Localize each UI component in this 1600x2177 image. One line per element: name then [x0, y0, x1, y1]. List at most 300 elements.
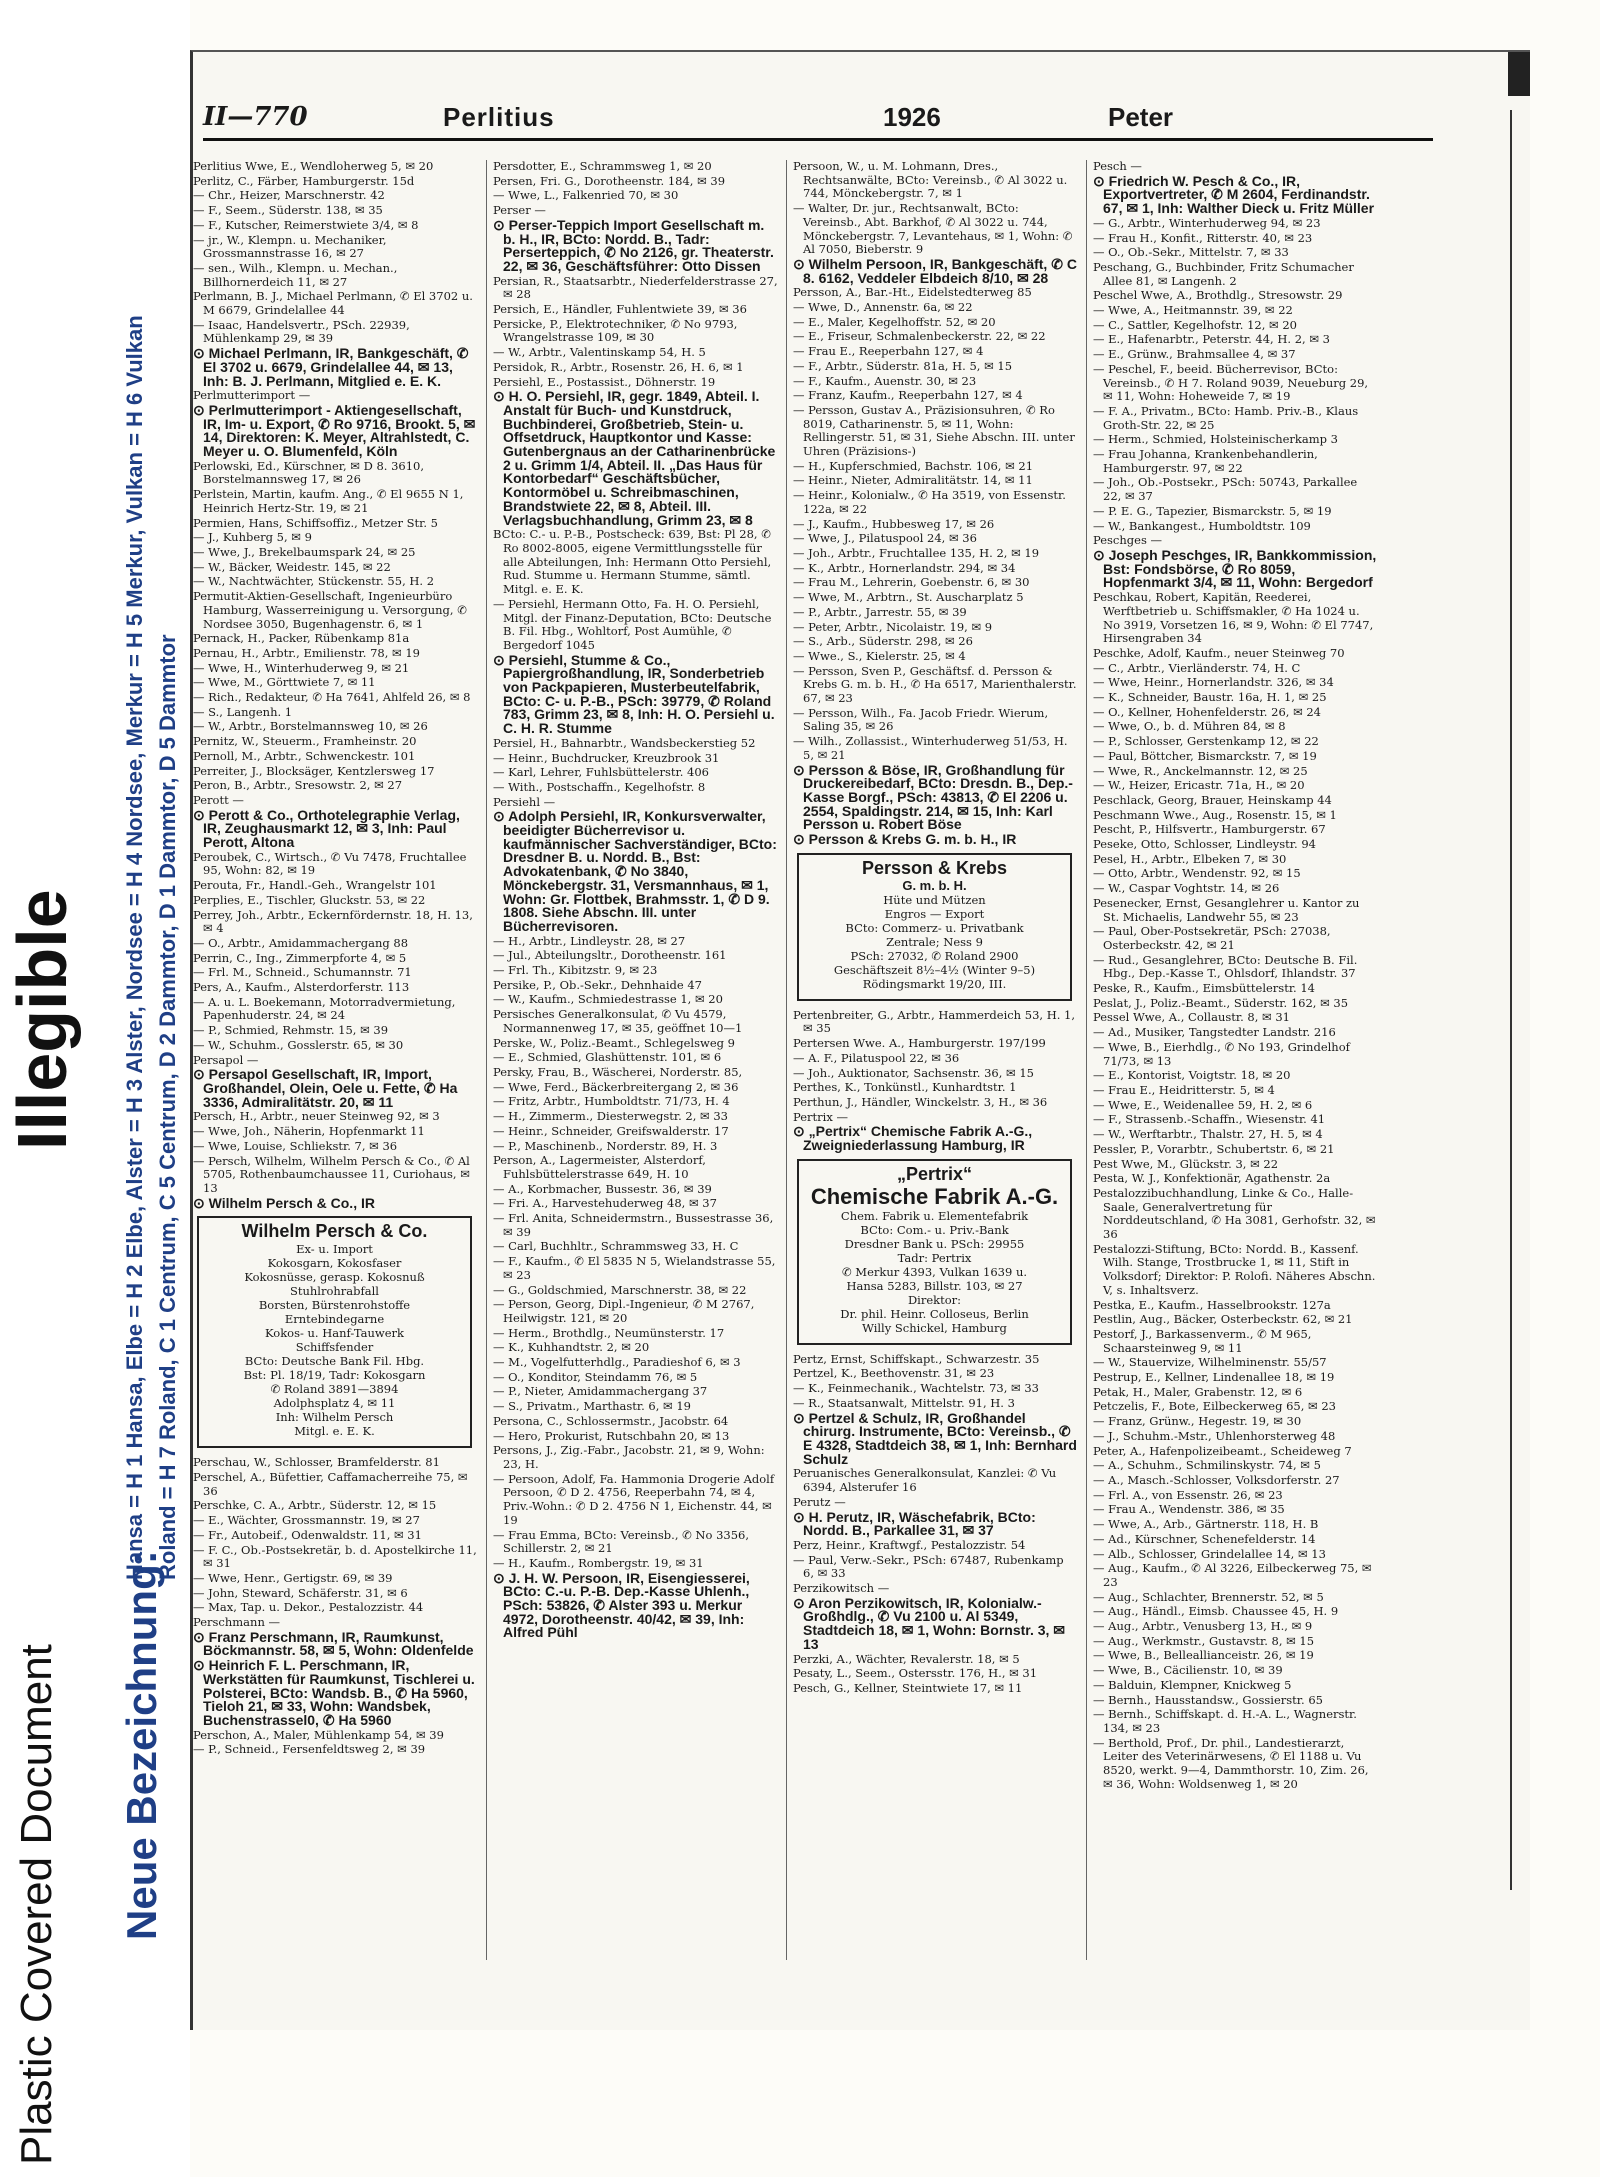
directory-entry: — Paul, Ober-Postsekretär, PSch: 27038, Osterbeckstr. 42, ✉ 21: [1093, 924, 1331, 952]
directory-entry: — Frau H., Konfit., Ritterstr. 40, ✉ 23: [1093, 230, 1313, 245]
directory-entry: — F., Arbtr., Süderstr. 81a, H. 5, ✉ 15: [793, 358, 1013, 373]
ad-line: Mitgl. e. E. K.: [294, 1424, 375, 1439]
directory-entry: — E., Hafenarbtr., Peterstr. 44, H. 2, ✉ 3: [1093, 332, 1330, 347]
directory-entry: — Otto, Arbtr., Wendenstr. 92, ✉ 15: [1093, 866, 1301, 881]
directory-entry: Perott —: [193, 792, 244, 807]
directory-entry: Peschkau, Robert, Kapitän, Reederei, Werftbetrieb u. Schiffsmakler, ✆ Ha 1024 u. No 3919, Vorsetzen 16, ✉ 9, Wohn: ✆ El 7747, Hirsengraben 34: [1093, 590, 1374, 646]
directory-entry: Pertz, Ernst, Schiffskapt., Schwarzestr. 35: [793, 1351, 1040, 1366]
directory-entry: — P., Arbtr., Jarrestr. 55, ✉ 39: [793, 604, 967, 619]
directory-entry: — Person, Georg, Dipl.-Ingenieur, ✆ M 2767, Heilwigstr. 121, ✉ 20: [493, 1297, 755, 1325]
directory-entry: — J., Kuhberg 5, ✉ 9: [193, 530, 312, 545]
directory-entry: — Wwe, B., Belleallianceistr. 26, ✉ 19: [1093, 1648, 1314, 1663]
directory-entry: Pessel Wwe, A., Collaustr. 8, ✉ 31: [1093, 1010, 1290, 1025]
ad-line: Engros — Export: [884, 906, 985, 921]
directory-entry: — A. u. L. Boekemann, Motorradvermietung, Papenhuderstr. 24, ✉ 24: [193, 994, 456, 1023]
directory-entry: — Bernh., Schiffskapt. d. H.-A. L., Wagnerstr. 134, ✉ 23: [1093, 1707, 1357, 1735]
directory-entry: Pesch —: [1093, 160, 1142, 173]
corner-mark: [1508, 52, 1530, 96]
ad-line: Direktor:: [907, 1292, 962, 1307]
directory-entry: Pesch, G., Kellner, Steintwiete 17, ✉ 11: [793, 1680, 1023, 1695]
directory-entry: Perzikowitsch —: [793, 1581, 890, 1596]
directory-entry: — Aug., Händl., Eimsb. Chaussee 45, H. 9: [1093, 1604, 1339, 1619]
directory-entry: — K., Arbtr., Hornerlandstr. 294, ✉ 34: [793, 560, 1016, 575]
directory-entry: — P., Schlosser, Gerstenkamp 12, ✉ 22: [1093, 734, 1319, 749]
directory-entry: Pernack, H., Packer, Rübenkamp 81a: [193, 631, 410, 646]
directory-entry: Perschon, A., Maler, Mühlenkamp 54, ✉ 39: [193, 1727, 444, 1742]
directory-entry: Perlowski, Ed., Kürschner, ✉ D 8. 3610, Borstelmannsweg 17, ✉ 26: [193, 458, 425, 487]
ad-box-wilhelm-persch: [197, 1216, 472, 1448]
directory-entry: Perschmann —: [193, 1615, 281, 1630]
directory-entry: Pestlin, Aug., Bäcker, Osterbeckstr. 62, ✉ 21: [1093, 1312, 1353, 1327]
directory-entry: Pesel, H., Arbtr., Elbeken 7, ✉ 30: [1093, 851, 1287, 866]
directory-entry: Pestrup, E., Kellner, Lindenallee 18, ✉ 19: [1093, 1370, 1335, 1385]
directory-entry: — O., Ob.-Sekr., Mittelstr. 7, ✉ 33: [1093, 245, 1289, 260]
directory-entry: — Fritz, Arbtr., Humboldtstr. 71/73, H. 4: [493, 1094, 730, 1109]
directory-entry: Perschau, W., Schlosser, Bramfelderstr. 81: [193, 1455, 440, 1470]
directory-entry: — Wwe., S., Kielerstr. 25, ✉ 4: [793, 648, 966, 663]
directory-entry: — Wwe, Louise, Schliekstr. 7, ✉ 36: [193, 1138, 398, 1153]
directory-entry: — J., Schuhm.-Mstr., Uhlenhorsterweg 48: [1093, 1428, 1336, 1443]
ad-line: PSch: 27032, ✆ Roland 2900: [850, 948, 1019, 963]
ad-line: Dr. phil. Heinr. Colloseus, Berlin: [840, 1306, 1029, 1321]
directory-entry: Perthes, K., Tonkünstl., Kunhardtstr. 1: [793, 1080, 1017, 1095]
ad-company: Chemische Fabrik A.-G.: [810, 1183, 1059, 1209]
directory-entry: — Herm., Brothdlg., Neumünsterstr. 17: [493, 1325, 725, 1340]
directory-entry: — H., Kaufm., Rombergstr. 19, ✉ 31: [493, 1555, 704, 1570]
directory-entry: Persen, Fri. G., Dorotheenstr. 184, ✉ 39: [493, 173, 726, 188]
ad-subtitle: G. m. b. H.: [902, 877, 967, 893]
directory-entry: Pernitz, W., Steuerm., Framheinstr. 20: [193, 734, 417, 749]
directory-entry: Perlitius Wwe, E., Wendloherweg 5, ✉ 20: [193, 160, 434, 173]
directory-entry: Pesaty, L., Seem., Ostersstr. 176, H., ✉ 31: [793, 1666, 1038, 1681]
directory-entry: — Heinr., Kolonialw., ✆ Ha 3519, von Essenstr. 122a, ✉ 22: [793, 488, 1066, 516]
directory-entry: — Persson, Gustav A., Präzisionsuhren, ✆ Ro 8019, Catharinenstr. 5, ✉ 11, Wohn: Rellingerstr. 51, ✉ 31, Siehe Abschn. III. unter Uhren (Präzisions-): [793, 402, 1075, 459]
directory-entry: — S., Privatm., Marthastr. 6, ✉ 19: [493, 1399, 691, 1414]
page-edge-rule: [1510, 110, 1512, 1890]
directory-entry: Persicke, P., Elektrotechniker, ✆ No 9793, Wrangelstrasse 109, ✉ 30: [493, 316, 738, 345]
ad-line: Schiffsfender: [295, 1340, 374, 1355]
directory-entry: Permutit-Aktien-Gesellschaft, Ingenieurbüro Hamburg, Wasserreinigung u. Versorgung, ✆ Nordsee 3050, Bugenhagenstr. 6, ✉ 1: [193, 589, 467, 631]
column-2: [493, 160, 778, 1960]
directory-entry: — W., Stauervize, Wilhelminenstr. 55/57: [1093, 1355, 1327, 1370]
directory-entry: — Peter, Arbtr., Nicolaistr. 19, ✉ 9: [793, 619, 993, 634]
directory-entry: — Franz, Grünw., Hegestr. 19, ✉ 30: [1093, 1414, 1302, 1429]
column-divider: [786, 160, 787, 1960]
directory-entry: — W., Heizer, Ericastr. 71a, H., ✉ 20: [1093, 778, 1305, 793]
directory-entry: ⊙ H. O. Persiehl, IR, gegr. 1849, Abteil. I. Anstalt für Buch- und Kunstdruck, Buchbinderei, Großbetrieb, Stein- u. Offsetdruck, Hauptkontor und Kasse: Gutenbergnaus an der Catharinenbrücke 2 u. Grimm 1/4, Abteil. II. „Das Haus für Kontorbedarf“ Geschäftsbücher, Kontormöbel u. Schreibmaschinen, Brandstwiete 22, ✉ 8, Abteil. III. Verlagsbuchhandlung, Grimm 23, ✉ 8: [493, 388, 776, 528]
directory-entry: — Wwe, J., Pilatuspool 24, ✉ 36: [793, 531, 977, 546]
directory-entry: — F., Kaufm., ✆ El 5835 N 5, Wielandstrasse 55, ✉ 23: [493, 1254, 776, 1282]
directory-entry: — Heinr., Schneider, Greifswalderstr. 17: [493, 1123, 729, 1138]
ad-line: Ex- u. Import: [296, 1242, 373, 1257]
ad-line: Hüte und Mützen: [883, 892, 986, 907]
directory-entry: Perz, Heinr., Kraftwgf., Pestalozzistr. 54: [793, 1537, 1026, 1552]
directory-entry: Perutz —: [793, 1494, 846, 1509]
directory-entry: — Franz, Kaufm., Reeperbahn 127, ✉ 4: [793, 388, 1023, 403]
directory-entry: — F., Kaufm., Auenstr. 30, ✉ 23: [793, 373, 977, 388]
year: 1926: [883, 102, 941, 132]
directory-entry: — Joh., Arbtr., Fruchtallee 135, H. 2, ✉ 19: [793, 545, 1040, 560]
directory-entry: Pertrix —: [793, 1109, 848, 1124]
column-3: [793, 160, 1078, 1960]
directory-entry: — Herm., Schmied, Holsteinischerkamp 3: [1093, 432, 1338, 447]
directory-entry: Persdotter, E., Schrammsweg 1, ✉ 20: [493, 160, 712, 173]
directory-entry: ⊙ Franz Perschmann, IR, Raumkunst, Böckmannstr. 58, ✉ 5, Wohn: Oldenfelde: [193, 1628, 474, 1659]
directory-entry: — Wwe, M., Arbtrn., St. Auscharplatz 5: [793, 590, 1024, 605]
directory-entry: — M., Vogelfutterhdlg., Paradieshof 6, ✉ 3: [493, 1355, 741, 1370]
directory-page: [190, 50, 1530, 2030]
column-1: [193, 160, 478, 1960]
directory-entry: Pessler, P., Vorarbtr., Schubertstr. 6, ✉ 21: [1093, 1141, 1335, 1156]
directory-entry: — O., Konditor, Steindamm 76, ✉ 5: [493, 1369, 698, 1384]
directory-entry: — W., Bäcker, Weidestr. 145, ✉ 22: [193, 559, 391, 574]
directory-entry: — Karl, Lehrer, Fuhlsbüttelerstr. 406: [493, 765, 709, 780]
directory-entry: — Frl. A., von Essenstr. 26, ✉ 23: [1093, 1487, 1283, 1502]
directory-entry: — Max, Tap. u. Dekor., Pestalozzistr. 44: [193, 1600, 424, 1615]
directory-entry: — Alb., Schlosser, Grindelallee 14, ✉ 13: [1093, 1546, 1326, 1561]
directory-entry: — Frau M., Lehrerin, Goebenstr. 6, ✉ 30: [793, 575, 1030, 590]
directory-entry: ⊙ Wilhelm Persch & Co., IR: [193, 1194, 375, 1211]
directory-entry: Peschlack, Georg, Brauer, Heinskamp 44: [1093, 792, 1332, 807]
directory-entry: — K., Kuhhandtstr. 2, ✉ 20: [493, 1340, 650, 1355]
directory-entry: — Fri. A., Harvestehuderweg 48, ✉ 37: [493, 1196, 717, 1211]
page-number: II—770: [203, 102, 308, 132]
directory-entry: Pers, A., Kaufm., Alsterdorferstr. 113: [193, 980, 410, 995]
ad-line: Tadr: Pertrix: [897, 1250, 972, 1265]
directory-entry: — Wwe, D., Annenstr. 6a, ✉ 22: [793, 300, 973, 315]
plastic-covered-label: Plastic Covered Document: [12, 1644, 61, 2165]
directory-entry: ⊙ „Pertrix“ Chemische Fabrik A.-G., Zweigniederlassung Hamburg, IR: [793, 1123, 1033, 1154]
directory-entry: — Frau E., Heidritterstr. 5, ✉ 4: [1093, 1083, 1275, 1097]
directory-entry: — A., Korbmacher, Bussestr. 36, ✉ 39: [493, 1181, 712, 1196]
directory-entry: — E., Grünw., Brahmsallee 4, ✉ 37: [1093, 347, 1296, 362]
directory-entry: — Persoon, Adolf, Fa. Hammonia Drogerie Adolf Persoon, ✆ D 2. 4756, Reeperbahn 74, ✉ 4, Priv.-Wohn.: ✆ D 2. 4756 N 1, Eichenstr. 44, ✉ 19: [493, 1471, 775, 1527]
directory-entry: ⊙ Friedrich W. Pesch & Co., IR, Exportvertreter, ✆ M 2604, Ferdinandstr. 67, ✉ 1, Inh: Walther Dieck u. Fritz Müller: [1093, 172, 1375, 217]
directory-entry: Persiehl, E., Postassist., Döhnerstr. 19: [493, 374, 716, 389]
directory-entry: Pestalozzi-Stiftung, BCto: Nordd. B., Kassenf. Wilh. Stange, Trostbrucke 1, ✉ 11, Stift in Volksdorf; Direktor: P. Rolofi. Näheres Abschn. V, s. Inhaltsverz.: [1093, 1241, 1376, 1297]
ad-line: Chem. Fabrik u. Elementefabrik: [840, 1208, 1029, 1223]
directory-entry: — Wwe, A., Arb., Gärtnerstr. 118, H. B: [1093, 1517, 1319, 1532]
ad-line: BCto: Com.- u. Priv.-Bank: [860, 1222, 1009, 1237]
directory-entry: — A. F., Pilatuspool 22, ✉ 36: [793, 1050, 960, 1065]
directory-entry: — A., Masch.-Schlosser, Volksdorferstr. 27: [1093, 1472, 1340, 1487]
directory-entry: — Jul., Abteilungsltr., Dorotheenstr. 161: [493, 948, 727, 963]
directory-entry: — Paul, Verw.-Sekr., PSch: 67487, Rubenkamp 6, ✉ 33: [793, 1552, 1064, 1581]
directory-entry: Persson, A., Bar.-Ht., Eidelstedterweg 85: [793, 285, 1032, 300]
directory-entry: — K., Schneider, Baustr. 16a, H. 1, ✉ 25: [1093, 690, 1327, 705]
directory-entry: — Walter, Dr. jur., Rechtsanwalt, BCto: Vereinsb., Abt. Barkhof, ✆ Al 3022 u. 744, Mönckebergstr. 7, Levantehaus, ✉ 1, Wohn: ✆ Al 7050, Bieberstr. 9: [793, 201, 1073, 257]
directory-entry: Pertenbreiter, G., Arbtr., Hammerdeich 53, H. 1, ✉ 35: [793, 1007, 1076, 1036]
directory-entry: Pestalozzibuchhandlung, Linke & Co., Halle-Saale, Generalvertretung für Norddeutschland, ✆ Ha 3081, Gerhofstr. 32, ✉ 36: [1093, 1185, 1376, 1242]
directory-entry: — Rich., Redakteur, ✆ Ha 7641, Ahlfeld 26, ✉ 8: [193, 690, 471, 705]
directory-entry: — Wwe, Ferd., Bäckerbreitergang 2, ✉ 36: [493, 1079, 739, 1094]
directory-entry: Persidok, R., Arbtr., Rosenstr. 26, H. 6, ✉ 1: [493, 359, 744, 374]
directory-entry: Persiel, H., Bahnarbtr., Wandsbeckerstieg 52: [493, 735, 756, 750]
illegible-label: Illegible: [3, 889, 81, 1150]
directory-entry: — P., Maschinenb., Norderstr. 89, H. 3: [493, 1138, 718, 1153]
directory-entry: — J., Kaufm., Hubbesweg 17, ✉ 26: [793, 516, 995, 531]
directory-entry: — E., Maler, Kegelhoffstr. 52, ✉ 20: [793, 314, 996, 329]
directory-entry: Perlstein, Martin, kaufm. Ang., ✆ El 9655 N 1, Heinrich Hertz-Str. 19, ✉ 21: [193, 487, 464, 515]
directory-entry: — Wilh., Zollassist., Winterhuderweg 51/53, H. 5, ✉ 21: [793, 734, 1068, 762]
directory-entry: Peroubek, C., Wirtsch., ✆ Vu 7478, Fruchtallee 95, Wohn: 82, ✉ 19: [193, 849, 467, 878]
directory-entry: — Frl. Th., Kibitzstr. 9, ✉ 23: [493, 963, 658, 978]
directory-entry: Persike, P., Ob.-Sekr., Dehnhaide 47: [493, 977, 702, 992]
ad-line: Geschäftszeit 8½–4½ (Winter 9–5): [833, 962, 1036, 977]
directory-entry: — Frau Johanna, Krankenbehandlerin, Hamburgerstr. 97, ✉ 22: [1093, 447, 1318, 475]
directory-entry: ⊙ Perser-Teppich Import Gesellschaft m. b. H., IR, BCto: Nordd. B., Tadr: Perserteppich, ✆ No 2126, gr. Theaterstr. 22, ✉ 36, Geschäftsführer: Otto Dissen: [493, 216, 774, 274]
directory-entry: — Aug., Schlachter, Brennerstr. 52, ✉ 5: [1093, 1589, 1324, 1604]
directory-entry: — Persiehl, Hermann Otto, Fa. H. O. Persiehl, Mitgl. der Finanz-Deputation, BCto: Deutsche B. Fil. Hbg., Wohltorf, Post Aumühle, ✆ Bergedorf 1045: [493, 596, 772, 652]
directory-entry: ⊙ Persiehl, Stumme & Co., Papiergroßhandlung, IR, Sonderbetrieb von Packpapieren, Musterbeutelfabrik, BCto: C- u. P.-B., PSch: 39779, ✆ Roland 783, Grimm 23, ✉ 8, Inh: H. O. Persiehl u. C. H. R. Stumme: [493, 651, 775, 737]
directory-entry: Pest Wwe, M., Glückstr. 3, ✉ 22: [1093, 1156, 1279, 1171]
directory-entry: — H., Zimmerm., Diesterwegstr. 2, ✉ 33: [493, 1109, 728, 1124]
directory-entry: — Carl, Buchhltr., Schrammsweg 33, H. C: [493, 1239, 739, 1254]
directory-entry: — W., Kaufm., Schmiedestrasse 1, ✉ 20: [493, 992, 723, 1007]
headword-left: Perlitius: [443, 102, 555, 132]
directory-entry: — Wwe, Joh., Näherin, Hopfenmarkt 11: [193, 1124, 425, 1139]
cover-sidebar: [0, 0, 190, 2177]
directory-entry: Perser —: [493, 203, 546, 218]
directory-entry: — E., Friseur, Schmalenbeckerstr. 22, ✉ 22: [793, 329, 1046, 344]
directory-entry: Perzki, A., Wächter, Revalerstr. 18, ✉ 5: [793, 1651, 1020, 1666]
directory-entry: — sen., Wilh., Klempn. u. Mechan., Billhornerdeich 11, ✉ 27: [193, 260, 398, 289]
directory-entry: ⊙ Aron Perzikowitsch, IR, Kolonialw.-Großhdlg., ✆ Vu 2100 u. Al 5349, Stadtdeich 18, ✉ 1, Wohn: Bornstr. 3, ✉ 13: [793, 1594, 1066, 1652]
directory-entry: — Paul, Böttcher, Bismarckstr. 7, ✉ 19: [1093, 748, 1317, 763]
ad-box-persson-krebs: [797, 853, 1072, 1001]
directory-entry: — Wwe, R., Anckelmannstr. 12, ✉ 25: [1093, 763, 1308, 778]
directory-entry: — W., Werftarbtr., Thalstr. 27, H. 5, ✉ 4: [1093, 1127, 1323, 1142]
directory-entry: Pesenecker, Ernst, Gesanglehrer u. Kantor zu St. Michaelis, Landwehr 55, ✉ 23: [1093, 895, 1360, 924]
directory-entry: Persky, Frau, B., Wäscherei, Norderstr. 85,: [493, 1065, 743, 1079]
directory-entry: — Frl. M., Schneid., Schumannstr. 71: [193, 965, 412, 980]
directory-entry: — W., Caspar Voghtstr. 14, ✉ 26: [1093, 881, 1280, 896]
directory-entry: — Bernh., Hausstandsw., Gossierstr. 65: [1093, 1692, 1323, 1707]
directory-entry: Persoon, W., u. M. Lohmann, Dres., Rechtsanwälte, BCto: Vereinsb., ✆ Al 3022 u. 744, Mönckebergstr. 7, ✉ 1: [793, 160, 1068, 201]
ad-line: Kokosnüsse, gerasp. Kokosnuß: [244, 1270, 425, 1285]
directory-entry: — Persch, Wilhelm, Wilhelm Persch & Co., ✆ Al 5705, Rothenbaumchaussee 11, Curiohaus, ✉ 13: [193, 1153, 470, 1195]
directory-entry: — Frau E., Reeperbahn 127, ✉ 4: [793, 344, 984, 359]
directory-entry: — Frau Emma, BCto: Vereinsb., ✆ No 3356, Schillerstr. 2, ✉ 21: [493, 1527, 749, 1556]
directory-entry: ⊙ H. Perutz, IR, Wäschefabrik, BCto: Nordd. B., Parkallee 31, ✉ 37: [793, 1508, 1036, 1539]
directory-entry: Peske, R., Kaufm., Eimsbüttelerstr. 14: [1093, 981, 1315, 996]
directory-entry: — C., Sattler, Kegelhofstr. 12, ✉ 20: [1093, 317, 1297, 332]
directory-entry: — W., Arbtr., Valentinskamp 54, H. 5: [493, 345, 706, 360]
ad-box-pertrix: [797, 1159, 1072, 1345]
directory-entry: — With., Postschaffn., Kegelhofstr. 8: [493, 779, 706, 794]
directory-entry: Perreiter, J., Blocksäger, Kentzlersweg 17: [193, 763, 435, 778]
directory-entry: Pernoll, M., Arbtr., Schwenckestr. 101: [193, 748, 416, 763]
directory-entry: — F. C., Ob.-Postsekretär, b. d. Apostelkirche 11, ✉ 31: [193, 1542, 477, 1571]
directory-entry: Pesta, W. J., Konfektionär, Agathenstr. 2a: [1093, 1171, 1331, 1186]
directory-entry: — Ad., Kürschner, Schenefelderstr. 14: [1093, 1531, 1316, 1546]
directory-entry: Persiehl —: [493, 794, 556, 809]
directory-entry: Perplies, E., Tischler, Gluckstr. 53, ✉ 22: [193, 892, 426, 907]
column-4: [1093, 160, 1378, 1960]
directory-entry: Perske, W., Poliz.-Beamt., Schlegelsweg 9: [493, 1035, 735, 1050]
ad-line: ✆ Merkur 4393, Vulkan 1639 u.: [842, 1264, 1027, 1279]
directory-entry: Persona, C., Schlossermstr., Jacobstr. 64: [493, 1413, 729, 1428]
directory-entry: — O., Kellner, Hohenfelderstr. 26, ✉ 24: [1093, 704, 1321, 719]
neue-bezeichnung-label: Neue Bezeichnung:: [118, 1550, 165, 1940]
directory-entry: Peschges —: [1093, 533, 1162, 548]
directory-entry: Perthun, J., Händler, Winckelstr. 3, H., ✉ 36: [793, 1094, 1048, 1109]
ad-line: Inh: Wilhelm Persch: [275, 1410, 394, 1425]
ad-line: Adolphsplatz 4, ✉ 11: [273, 1396, 396, 1411]
directory-entry: — Wwe, M., Görttwiete 7, ✉ 11: [193, 675, 376, 690]
directory-entry: — P. E. G., Tapezier, Bismarckstr. 5, ✉ 19: [1093, 503, 1332, 518]
page-header: [203, 102, 1533, 142]
directory-entry: — Persson, Wilh., Fa. Jacob Friedr. Wierum, Saling 35, ✉ 26: [793, 705, 1049, 734]
ad-line: Hansa 5283, Billstr. 103, ✉ 27: [846, 1278, 1023, 1293]
directory-entry: — Frau A., Wendenstr. 386, ✉ 35: [1093, 1502, 1285, 1517]
directory-entry: — W., Arbtr., Borstelmannsweg 10, ✉ 26: [193, 719, 428, 734]
directory-entry: — W., Bankangest., Humboldtstr. 109: [1093, 518, 1311, 533]
directory-entry: Peslat, J., Poliz.-Beamt., Süderstr. 162, ✉ 35: [1093, 995, 1349, 1010]
directory-entry: — A., Schuhm., Schmilinskystr. 74, ✉ 5: [1093, 1458, 1321, 1473]
directory-entry: — Hero, Prokurist, Rutschbahn 20, ✉ 13: [493, 1428, 730, 1443]
ad-line: Dresdner Bank u. PSch: 29955: [844, 1236, 1025, 1251]
directory-entry: — P., Schneid., Fersenfeldtsweg 2, ✉ 39: [193, 1742, 426, 1757]
directory-entry: Peschel Wwe, A., Brothdlg., Stresowstr. 29: [1093, 288, 1343, 303]
directory-entry: — E., Schmied, Glashüttenstr. 101, ✉ 6: [493, 1050, 722, 1065]
directory-entry: — Aug., Kaufm., ✆ Al 3226, Eilbeckerweg 75, ✉ 23: [1093, 1561, 1372, 1589]
column-divider: [486, 160, 487, 1960]
directory-entry: — F. A., Privatm., BCto: Hamb. Priv.-B., Klaus Groth-Str. 22, ✉ 25: [1093, 403, 1359, 432]
directory-entry: Perrin, C., Ing., Zimmerpforte 4, ✉ 5: [193, 950, 407, 965]
exchange-names-line-2: Roland = H 7 Roland, C 1 Centrum, C 5 Centrum, D 2 Dammtor, D 1 Dammtor, D 5 Dammtor: [155, 634, 180, 1580]
directory-entry: — H., Arbtr., Lindleystr. 28, ✉ 27: [493, 933, 686, 948]
column-divider: [1086, 160, 1087, 1960]
directory-entry: — R., Staatsanwalt, Mittelstr. 91, H. 3: [793, 1395, 1015, 1410]
directory-entry: Perlitz, C., Färber, Hamburgerstr. 15d: [193, 173, 415, 188]
directory-entry: — Wwe, B., Eierhdlg., ✆ No 193, Grindelhof 71/73, ✉ 13: [1093, 1039, 1350, 1068]
directory-entry: Pestka, E., Kaufm., Hasselbrookstr. 127a: [1093, 1297, 1331, 1312]
directory-entry: — Persson, Sven P., Geschäftsf. d. Persson & Krebs G. m. b. H., ✆ Ha 6517, Marienthalerstr. 67, ✉ 23: [793, 663, 1077, 706]
directory-entry: — Isaac, Handelsvertr., PSch. 22939, Mühlenkamp 29, ✉ 39: [193, 317, 410, 346]
directory-entry: Pestorf, J., Barkassenverm., ✆ M 965, Schaarsteinweg 9, ✉ 11: [1093, 1326, 1312, 1355]
directory-entry: — Wwe, Heinr., Hornerlandstr. 326, ✉ 34: [1093, 675, 1334, 690]
directory-entry: Peschmann Wwe., Aug., Rosenstr. 15, ✉ 1: [1093, 807, 1337, 822]
directory-entry: Permien, Hans, Schiffsoffiz., Metzer Str. 5: [193, 515, 438, 530]
directory-entry: — H., Kupferschmied, Bachstr. 106, ✉ 21: [793, 458, 1034, 473]
directory-entry: Peruanisches Generalkonsulat, Kanzlei: ✆ Vu 6394, Alsterufer 16: [793, 1466, 1057, 1495]
directory-entry: Perlmann, B. J., Michael Perlmann, ✆ El 3702 u. M 6679, Grindelallee 44: [193, 289, 473, 318]
directory-entry: ⊙ Persson & Krebs G. m. b. H., IR: [793, 831, 1017, 848]
directory-entry: — S., Arb., Süderstr. 298, ✉ 26: [793, 634, 973, 649]
directory-entry: — K., Feinmechanik., Wachtelstr. 73, ✉ 33: [793, 1381, 1039, 1396]
directory-entry: — F., Strassenb.-Schaffn., Wiesenstr. 41: [1093, 1112, 1326, 1127]
exchange-names-line-1: Hansa = H 1 Hansa, Elbe = H 2 Elbe, Alster = H 3 Alster, Nordsee = H 4 Nordsee, Merkur = H 5 Merkur, Vulkan = H 6 Vulkan: [122, 315, 147, 1580]
directory-entry: — Wwe, L., Falkenried 70, ✉ 30: [493, 188, 679, 203]
ad-line: Kokos- u. Hanf-Tauwerk: [264, 1326, 405, 1341]
directory-entry: — W., Nachtwächter, Stückenstr. 55, H. 2: [193, 574, 435, 589]
directory-entry: — Peschel, F., beeid. Bücherrevisor, BCto: Vereinsb., ✆ H 7. Roland 9039, Neueburg 29, ✉ 11, Wohn: Hoheweide 7, ✉ 19: [1093, 361, 1369, 404]
directory-entry: ⊙ Perott & Co., Orthotelegraphie Verlag, IR, Zeughausmarkt 12, ✉ 3, Inh: Paul Perott, Altona: [193, 806, 460, 851]
directory-entry: — G., Goldschmied, Marschnerstr. 38, ✉ 22: [493, 1282, 747, 1297]
ad-line: Zentrale; Ness 9: [886, 934, 983, 949]
directory-entry: Perlmutterimport —: [193, 388, 311, 403]
directory-entry: — E., Wächter, Grossmannstr. 19, ✉ 27: [193, 1513, 420, 1528]
directory-entry: — Berthold, Prof., Dr. phil., Landestierarzt, Leiter des Veterinärwesens, ✆ El 1188 u. Vu 8520, werkt. 9—4, Dammthorstr. 10, Zim. 26, ✉ 36, Wohn: Woldsenweg 1, ✉ 20: [1093, 1735, 1369, 1791]
directory-entry: ⊙ Persapol Gesellschaft, IR, Import, Großhandel, Olein, Oele u. Fette, ✆ Ha 3336, Admiralitätstr. 20, ✉ 11: [193, 1066, 458, 1110]
ad-line: Willy Schickel, Hamburg: [862, 1320, 1007, 1335]
directory-entry: Petczelis, F., Bote, Eilbeckerweg 65, ✉ 23: [1093, 1399, 1336, 1414]
directory-entry: — P., Nieter, Amidammachergang 37: [493, 1384, 708, 1399]
directory-entry: Pertzel, K., Beethovenstr. 31, ✉ 23: [793, 1366, 995, 1381]
directory-entry: Pertersen Wwe. A., Hamburgerstr. 197/199: [793, 1036, 1046, 1051]
directory-entry: ⊙ Pertzel & Schulz, IR, Großhandel chirurg. Instrumente, BCto: Vereinsb., ✆ E 4328, Stadtdeich 38, ✉ 1, Inh: Bernhard Schulz: [793, 1409, 1077, 1467]
directory-entry: — jr., W., Klempn. u. Mechaniker, Grossmannstrasse 16, ✉ 27: [193, 232, 387, 261]
directory-entry: ⊙ J. H. W. Persoon, IR, Eisengiesserei, BCto: C.-u. P.-B. Dep.-Kasse Uhlenh., PSch: 53826, ✆ Alster 393 u. Merkur 4972, Dorotheenstr. 40/42, ✉ 39, Inh: Alfred Pühl: [493, 1569, 750, 1641]
directory-entry: — John, Steward, Schäferstr. 31, ✉ 6: [193, 1585, 408, 1600]
ad-line: Borsten, Bürstenrohstoffe: [258, 1298, 411, 1313]
directory-entry: Pernau, H., Arbtr., Emilienstr. 78, ✉ 19: [193, 645, 420, 660]
directory-entry: — G., Arbtr., Winterhuderweg 94, ✉ 23: [1093, 215, 1321, 230]
directory-entry: — Joh., Ob.-Postsekr., PSch: 50743, Parkallee 22, ✉ 37: [1093, 475, 1358, 504]
directory-entry: Peter, A., Hafenpolizeibeamt., Scheideweg 7: [1093, 1443, 1352, 1458]
directory-entry: ⊙ Adolph Persiehl, IR, Konkursverwalter, beeidigter Bücherrevisor u. kaufmännischer Sachverständiger, BCto: Dresdner B. u. Nordd. B., Bst: Advokatenbank, ✆ No 3840, Mönckebergstr. 31, Versmannhaus, ✉ 1, Wohn: Gr. Flottbek, Brahmsstr. 1, ✆ D 9. 1808. Siehe Abschn. III. unter Bücherrevisoren.: [493, 808, 777, 934]
directory-entry: Perschke, C. A., Arbtr., Süderstr. 12, ✉ 15: [193, 1498, 437, 1513]
directory-entry: Person, A., Lagermeister, Alsterdorf, Fuhlsbüttelerstrasse 649, H. 10: [493, 1153, 706, 1181]
directory-entry: Persapol —: [193, 1052, 259, 1067]
directory-entry: — Wwe, O., b. d. Mühren 84, ✉ 8: [1093, 719, 1286, 734]
directory-entry: — S., Langenh. 1: [193, 704, 293, 719]
directory-entry: Persch, H., Arbtr., neuer Steinweg 92, ✉ 3: [193, 1109, 440, 1124]
directory-entry: ⊙ Michael Perlmann, IR, Bankgeschäft, ✆ El 3702 u. 6679, Grindelallee 44, ✉ 13, Inh: B. J. Perlmann, Mitglied e. E. K.: [193, 345, 469, 389]
directory-entry: Persons, J., Zig.-Fabr., Jacobstr. 21, ✉ 9, Wohn: 23, H.: [493, 1443, 765, 1471]
directory-entry: — E., Kontorist, Voigtstr. 18, ✉ 20: [1093, 1068, 1291, 1083]
directory-entry: Peron, B., Arbtr., Sresowstr. 2, ✉ 27: [193, 778, 403, 793]
ad-line: Bst: Pl. 18/19, Tadr: Kokosgarn: [243, 1368, 426, 1383]
directory-entry: — Heinr., Buchdrucker, Kreuzbrook 31: [493, 750, 720, 765]
directory-entry: ⊙ Persson & Böse, IR, Großhandlung für Druckereibedarf, BCto: Dresdn. B., Dep.-Kasse Borgf., PSch: 43813, ✆ El 2206 u. 2554, Spaldingstr. 214, ✉ 15, Inh: Karl Persson u. Robert Böse: [793, 761, 1073, 833]
directory-entry: Persisches Generalkonsulat, ✆ Vu 4579, Normannenweg 17, ✉ 35, geöffnet 10—1: [493, 1007, 743, 1035]
directory-entry: — Heinr., Nieter, Admiralitätstr. 14, ✉ 11: [793, 473, 1033, 488]
directory-entry: — C., Arbtr., Vierländerstr. 74, H. C: [1093, 660, 1301, 675]
ad-line: BCto: Commerz- u. Privatbank: [845, 920, 1024, 935]
directory-entry: Peschke, Adolf, Kaufm., neuer Steinweg 70: [1093, 645, 1345, 660]
directory-entry: BCto: C.- u. P.-B., Postscheck: 639, Bst: Pl 28, ✆ Ro 8002-8005, eigene Vermittlungsstelle für alle Abteilungen, Inh: Hermann Otto Persiehl, Rud. Stumme u. Hermann Stumme, sämtl. Mitgl. e. E. K.: [493, 527, 772, 597]
directory-entry: — Rud., Gesanglehrer, BCto: Deutsche B. Fil. Hbg., Dep.-Kasse T., Ohlsdorf, Ihlandstr. 37: [1093, 952, 1358, 981]
directory-entry: — Ad., Musiker, Tangstedter Landstr. 216: [1093, 1025, 1336, 1040]
directory-entry: — W., Schuhm., Gosslerstr. 65, ✉ 30: [193, 1037, 404, 1052]
directory-entry: Petak, H., Maler, Grabenstr. 12, ✉ 6: [1093, 1384, 1303, 1399]
headword-right: Peter: [1108, 102, 1174, 132]
directory-entry: Peschang, G., Buchbinder, Fritz Schumacher Allee 81, ✉ Langenh. 2: [1093, 259, 1354, 288]
directory-entry: Persian, R., Staatsarbtr., Niederfelderstrasse 27, ✉ 28: [493, 273, 778, 302]
directory-entry: Perschel, A., Büfettier, Caffamacherreihe 75, ✉ 36: [193, 1470, 468, 1498]
ad-line: ✆ Roland 3891—3894: [270, 1382, 399, 1397]
directory-entry: — Chr., Heizer, Marschnerstr. 42: [193, 188, 385, 203]
directory-entry: — Fr., Autobeif., Odenwaldstr. 11, ✉ 31: [193, 1527, 422, 1542]
directory-entry: — O., Arbtr., Amidammachergang 88: [193, 935, 409, 950]
directory-entry: — Joh., Auktionator, Sachsenstr. 36, ✉ 15: [793, 1065, 1034, 1080]
directory-entry: — Wwe, J., Brekelbaumspark 24, ✉ 25: [193, 544, 416, 559]
ad-title: Wilhelm Persch & Co.: [241, 1221, 428, 1242]
header-rule: [203, 138, 1433, 141]
directory-entry: Perrey, Joh., Arbtr., Eckernfördernstr. 18, H. 13, ✉ 4: [193, 907, 473, 936]
directory-entry: ⊙ Perlmutterimport - Aktiengesellschaft, IR, Im- u. Export, ✆ Ro 9716, Brookt. 5, ✉ 14, Direktoren: K. Meyer, Altrahlstedt, C. Meyer u. O. Blumenfeld, Köln: [193, 401, 476, 460]
ad-line: Stuhlrohrabfall: [289, 1284, 379, 1299]
directory-entry: — Wwe, E., Weidenallee 59, H. 2, ✉ 6: [1093, 1097, 1313, 1112]
ad-title: Persson & Krebs: [861, 857, 1008, 878]
directory-entry: — Wwe, Henr., Gertigstr. 69, ✉ 39: [193, 1570, 393, 1585]
ad-line: BCto: Deutsche Bank Fil. Hbg.: [244, 1354, 425, 1369]
directory-entry: — P., Schmied, Rehmstr. 15, ✉ 39: [193, 1023, 389, 1038]
directory-entry: Perouta, Fr., Handl.-Geh., Wrangelstr 101: [193, 878, 437, 893]
directory-entry: — F., Kutscher, Reimerstwiete 3/4, ✉ 8: [193, 217, 419, 232]
